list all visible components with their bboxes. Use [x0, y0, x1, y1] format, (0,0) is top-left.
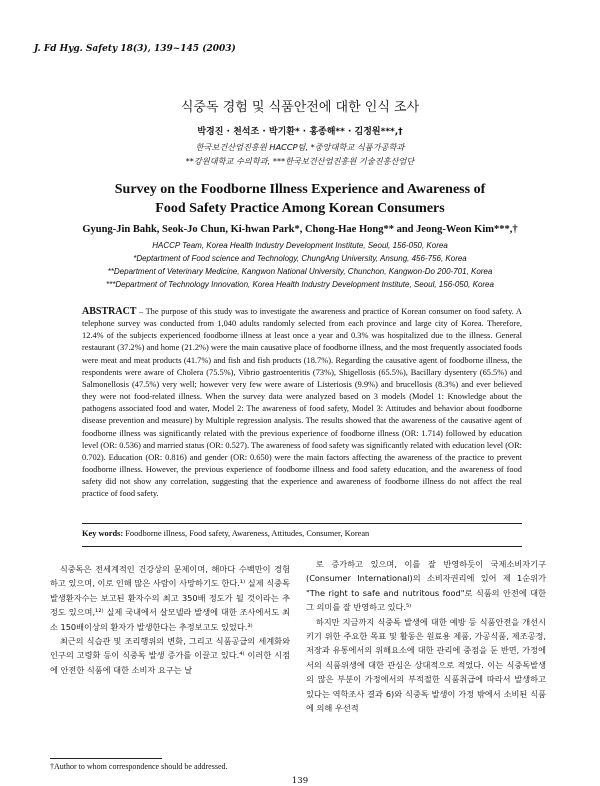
korean-authors: 박경진 · 천석조 · 박기환* · 홍종해** · 김정원***,† [197, 127, 403, 137]
korean-title: 식중독 경험 및 식품안전에 대한 인식 조사 [180, 100, 420, 115]
body-paragraph: 최근의 식습관 및 조리행위의 변화, 그리고 식품공급의 세계화와 인구의 고령화 등이 식중독 발생 증가를 이끌고 있다.⁴⁾ 이러한 시점에 안전한 식품에 대한 소비자 요구는 날 [50, 636, 290, 675]
keywords-bottom-rule [82, 546, 522, 547]
english-affiliation-2: *Deptartment of Food science and Technology, ChungAng University, Ansung, 456-756, Korea [133, 254, 467, 263]
body-right-column [306, 557, 546, 715]
keywords-text: Foodborne illness, Food safety, Awareness, Attitudes, Consumer, Korean [125, 529, 370, 538]
footnote: †Author to whom correspondence should be addressed. [50, 762, 228, 771]
korean-affiliation-1: 한국보건산업진흥원 HACCP팀, *중앙대학교 식품가공학과 [195, 142, 405, 152]
english-affiliation-3: **Department of Veterinary Medicine, Kangwon National University, Chunchon, Kangwon-Do 200-701, Korea [107, 267, 493, 276]
keywords [82, 529, 522, 538]
page-number: 139 [291, 776, 309, 786]
english-affiliation-4: ***Department of Technology Innovation, Korea Health Industry Development Institute, Seoul, 156-050, Korea [106, 280, 494, 289]
english-authors: Gyung-Jin Bahk, Seok-Jo Chun, Ki-hwan Park*, Chong-Hae Hong** and Jeong-Weon Kim***,† [82, 224, 518, 235]
abstract-label: ABSTRACT [82, 306, 137, 317]
body-paragraph: 하지만 지금까지 식중독 발생에 대한 예방 등 식품안전을 개선시키기 위한 주요한 목표 및 활동은 원료용 제품, 가공식품, 제조공정, 저장과 유통에서의 위해요소에 대한 관리에 중점을 둔 반면, 가정에서의 식품위생에 대한 관심은 상대적으로 적었다. 이는 식중독발생의 많은 부분이 가정에서의 부적절한 식품취급에 따라서 발생하고 있다는 역학조사 결과 6)와 식중독 발생이 가정 밖에서 소비된 식품에 의해 우선적 [306, 616, 546, 714]
body-left-column [50, 562, 290, 677]
english-title-line-1: Survey on the Foodborne Illness Experience and Awareness of [114, 182, 486, 197]
keywords-top-rule [82, 523, 522, 524]
abstract [82, 306, 522, 501]
footnote-rule [50, 758, 162, 759]
korean-affiliation-2: **강원대학교 수의학과, ***한국보건산업진흥원 기술진흥산업단 [185, 156, 415, 166]
keywords-label: Key words: [82, 529, 124, 538]
abstract-text: – The purpose of this study was to investigate the awareness and practice of Korean consumer on food safety. A telephone survey was conducted from 1,040 adults randomly selected from each province and large city of Korea. Therefore, 12.4% of the subjects experienced foodborne illness at least once a year and 0.3% was hospitalized due to the illness. General restaurant (37.2%) and home (21.2%) were the main causative place of foodborne illness, and the most frequently associated foods were meat and meat products (41.7%) and fish and fish products (18.7%). Regarding the causative agent of foodborne illness, the respondents were aware of Cholera (75.5%), Vibrio gastroenteritis (73%), Shigellosis (65.5%), Bacillary dysentery (65.5%) and Salmonellosis (47.5%) very well; however very few were aware of Listeriosis (9.9%) and brucellosis (8.3%) and ever believed they were not food-related illness. When the survey data were analyzed based on 3 models (Model 1: Knowledge about the pathogens associated food and water, Model 2: The awareness of food safety, Model 3: Attitudes and behavior about foodborne disease prevention and measure) by Multiple regression analysis. The results showed that the awareness of the causative agent of foodborne illness was significantly related with the previous experience of foodborne illness (OR: 1.714) followed by education level (OR: 0.536) and married status (OR: 0.527). The awareness of food safety was significantly related with education level (OR: 0.702). Education (OR: 0.816) and gender (OR: 0.650) were the main factors affecting the awareness of the practice to prevent foodborne illness. However, the previous experience of foodborne illness and food safety education, and the awareness of food safety did not show any correlation, suggesting that the experience and awareness of foodborne illness do not affect the real practice of food safety. [82, 307, 522, 499]
journal-reference: J. Fd Hyg. Safety 18(3), 139~145 (2003) [34, 44, 236, 54]
english-affiliation-1: HACCP Team, Korea Health Industry Development Institute, Seoul, 156-050, Korea [152, 241, 448, 250]
english-title-line-2: Food Safety Practice Among Korean Consumers [155, 201, 445, 216]
body-paragraph: 식중독은 전세계적인 건강상의 문제이며, 해마다 수백만이 경험하고 있으며, 이로 인해 많은 사람이 사망하기도 한다.¹⁾ 실제 식중독 발생환자수는 보고된 환자수의 최고 350배 정도가 될 것이라는 추정도 있으며,¹²⁾ 실제 국내에서 살모넬라 발생에 대한 조사에서도 최소 150배이상의 환자가 발생한다는 추정보고도 있었다.³⁾ [50, 564, 290, 632]
body-paragraph: 로 증가하고 있으며, 이를 잘 반영하듯이 국제소비자기구 (Consumer International)의 소비자권리에 있어 제 1순위가 "The right to safe and nutritous food"로 식품의 안전에 대한 그 의미를 잘 반영하고 있다.⁵⁾ [306, 559, 546, 613]
